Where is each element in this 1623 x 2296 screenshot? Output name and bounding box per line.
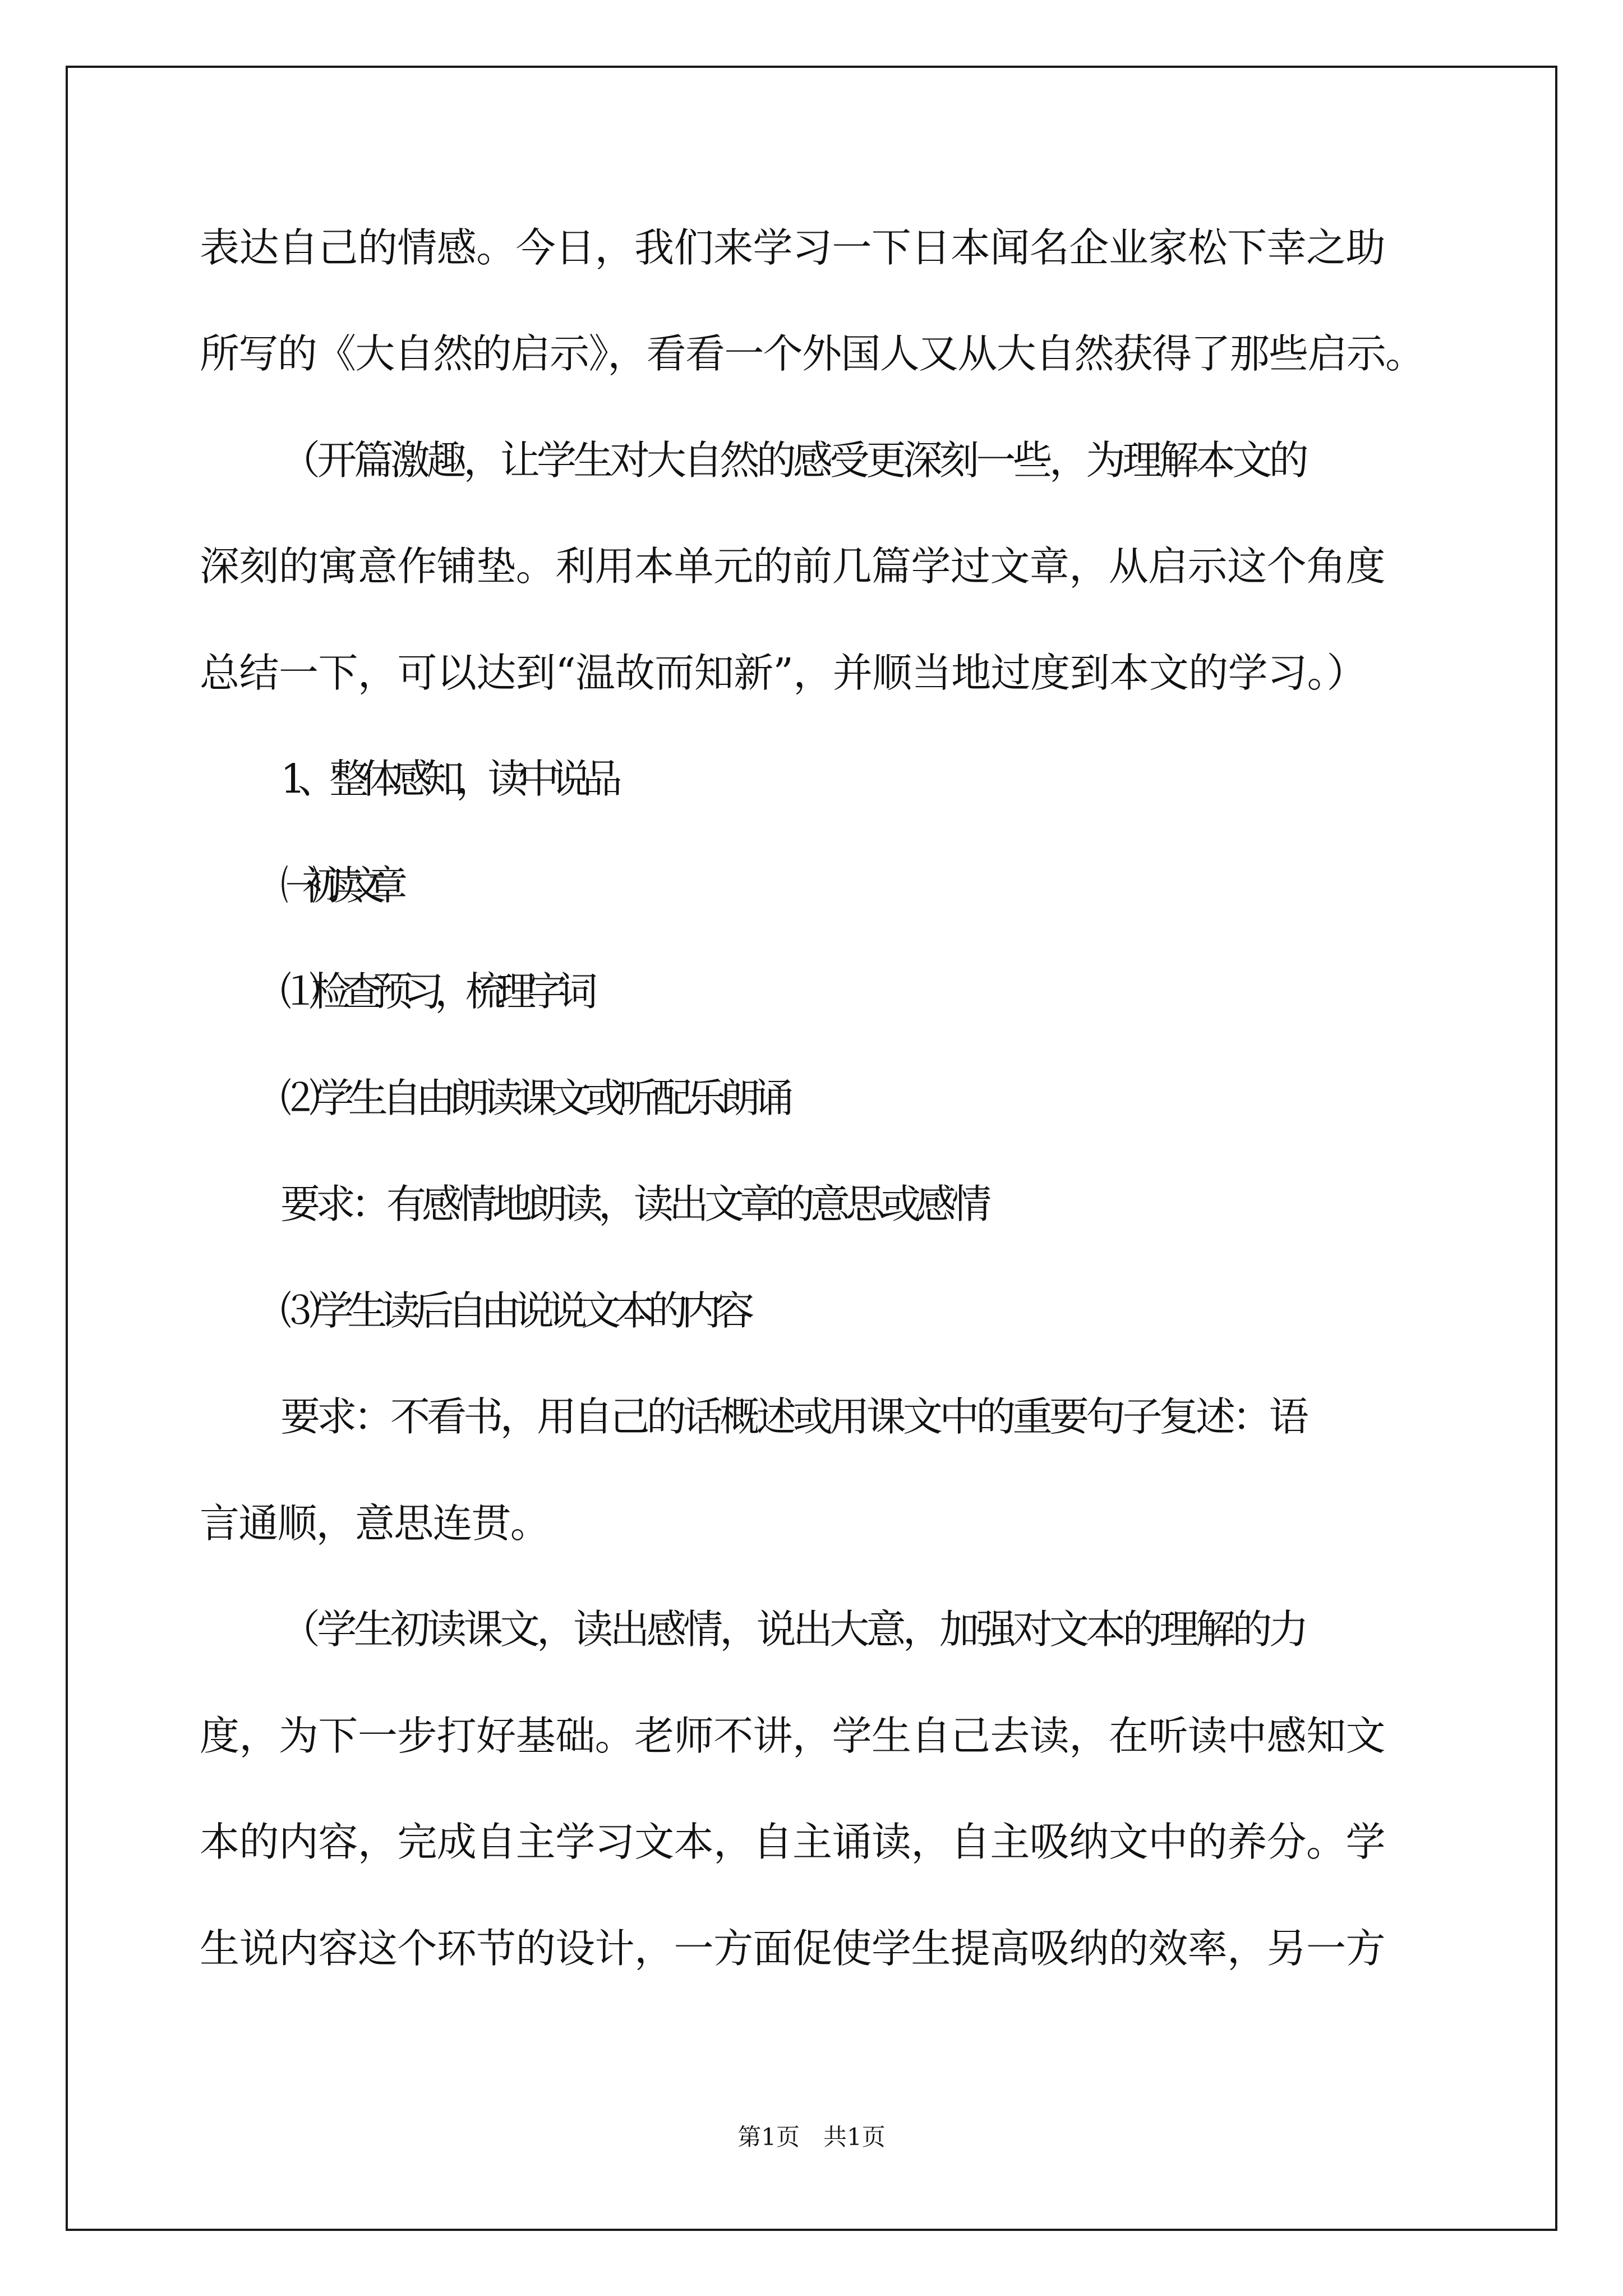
text-line-9: ⑵学生自由朗读课文或听配乐朗诵 — [280, 1075, 789, 1121]
text-line-16: 本的内容，完成自主学习文本，自主诵读，自主吸纳文中的养分。学 — [200, 1819, 1386, 1865]
text-line-1: 表达自己的情感。今日，我们来学习一下日本闻名企业家松下幸之助 — [200, 224, 1386, 271]
text-line-2: 所写的《大自然的启示》，看看一个外国人又从大自然获得了那些启示。 — [200, 330, 1424, 377]
text-line-13: 言通顺，意思连贯。 — [200, 1500, 550, 1547]
text-line-4: 深刻的寓意作铺垫。利用本单元的前几篇学过文章，从启示这个角度 — [200, 543, 1386, 590]
text-line-8: ⑴检查预习，梳理字词 — [280, 968, 589, 1015]
text-line-7: ㈠初读文章 — [280, 862, 390, 909]
text-line-11: ⑶学生读后自由说说文本的内容 — [280, 1287, 749, 1334]
page-footer: 第1页 共1页 — [737, 2123, 886, 2151]
text-line-15: 度，为下一步打好基础。老师不讲，学生自己去读，在听读中感知文 — [200, 1713, 1386, 1759]
text-line-5: 总结一下，可以达到“温故而知新”，并顺当地过度到本文的学习。） — [200, 650, 1367, 696]
text-line-17: 生说内容这个环节的设计，一方面促使学生提高吸纳的效率，另一方 — [200, 1925, 1386, 1972]
text-line-14: （学生初读课文，读出感情，说出大意，加强对文本的理解的力 — [280, 1606, 1306, 1653]
text-line-10: 要求：有感情地朗读，读出文章的意思或感情 — [280, 1181, 988, 1227]
text-line-6: 1、整体感知，读中说品 — [280, 756, 615, 802]
text-line-3: （开篇激趣，让学生对大自然的感受更深刻一些，为理解本文的 — [280, 437, 1306, 484]
page-border — [66, 66, 1557, 2231]
text-line-12: 要求：不看书，用自己的话概述或用课文中的重要句子复述：语 — [280, 1393, 1306, 1440]
